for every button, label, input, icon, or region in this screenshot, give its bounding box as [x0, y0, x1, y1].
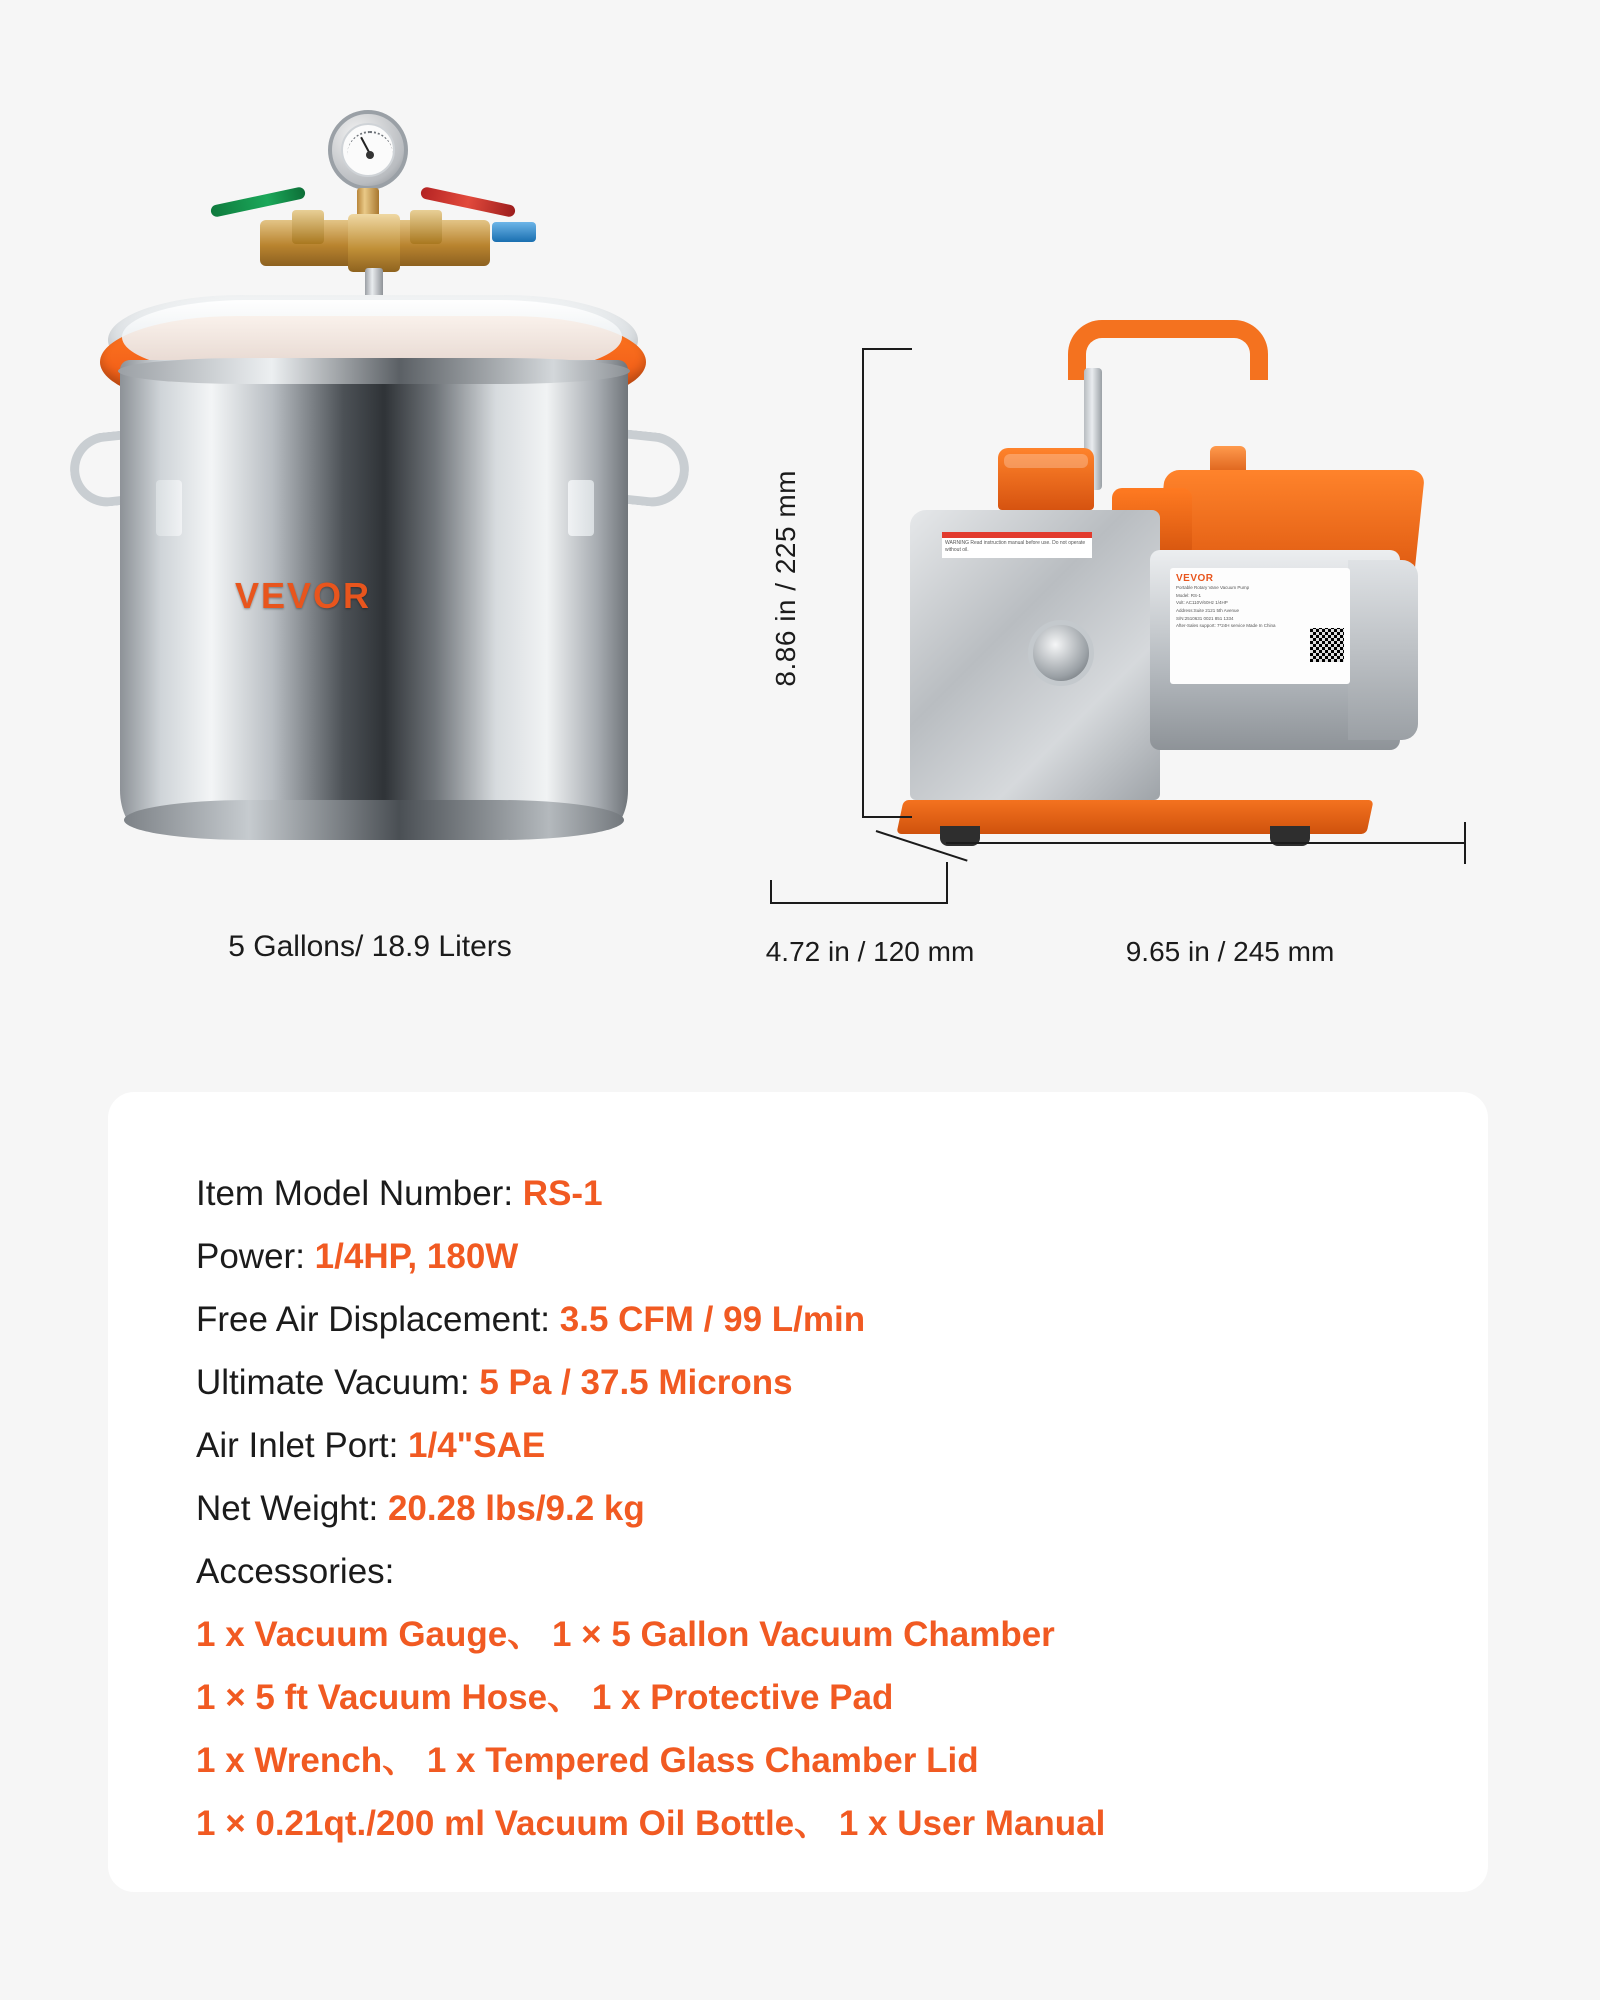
pump-oil-sight-glass [1028, 620, 1094, 686]
chamber-body [120, 360, 628, 830]
spec-row [196, 1477, 1488, 1540]
left-valve-body [292, 210, 324, 244]
vacuum-gauge-icon [328, 110, 408, 190]
pump-label-details: Model: RS-1 [1176, 592, 1202, 598]
pump-label-serial: S/N:2510631 0021 851 1334 [1176, 615, 1234, 621]
pump-label-voltage: Volt: AC110V/60Hz 1/4HP [1176, 600, 1228, 606]
blue-release-knob [492, 222, 536, 242]
spec-label-net-weight: Net Weight: [196, 1489, 379, 1528]
vacuum-pump-illustration [880, 320, 1500, 920]
spec-label-ultimate-vacuum: Ultimate Vacuum: [196, 1363, 470, 1402]
vacuum-chamber-illustration [60, 110, 680, 910]
spec-label-displacement: Free Air Displacement: [196, 1300, 551, 1339]
spec-row [196, 1162, 1488, 1225]
gauge-hub [366, 151, 374, 159]
width-dimension-line [946, 842, 1466, 844]
width-dimension-tick-right [1464, 822, 1466, 864]
spec-row [196, 1225, 1488, 1288]
depth-dimension-tick-left [770, 880, 772, 904]
depth-dimension-label: 4.72 in / 120 mm [765, 936, 975, 967]
pump-label-support: After-Sales support: 7*24H service Made In China [1176, 623, 1276, 629]
pump-label-model-line: Portable Rotary Vane Vacuum Pump [1176, 585, 1250, 590]
right-valve-body [410, 210, 442, 244]
spec-row [196, 1288, 1488, 1351]
manifold-center-block [348, 214, 400, 272]
pump-warning-label: WARNING Read instruction manual before use. Do not operate without oil. [942, 532, 1092, 558]
pump-motor-end-cap [1348, 560, 1418, 740]
handle-mount-right [568, 480, 594, 536]
width-dimension-label: 9.65 in / 245 mm [1125, 936, 1335, 967]
spec-value-displacement: 3.5 CFM / 99 L/min [559, 1300, 866, 1339]
height-dimension-tick-bottom [862, 816, 912, 818]
spec-value-inlet-port: 1/4"SAE [408, 1426, 546, 1465]
gauge-face [341, 123, 395, 177]
accessories-label: Accessories: [196, 1552, 395, 1591]
accessories-line: 1 x Wrench、 1 x Tempered Glass Chamber Lid [196, 1741, 979, 1780]
spec-label-model: Item Model Number: [196, 1174, 514, 1213]
spec-value-model: RS-1 [522, 1174, 603, 1213]
spec-value-power: 1/4HP, 180W [314, 1237, 519, 1276]
handle-mount-left [156, 480, 182, 536]
spec-label-inlet-port: Air Inlet Port: [196, 1426, 399, 1465]
depth-dimension-line [770, 902, 948, 904]
specification-list [108, 1092, 1488, 1855]
accessories-line: 1 × 0.21qt./200 ml Vacuum Oil Bottle、 1 x User Manual [196, 1804, 1106, 1843]
pump-oil-fill-cap [998, 448, 1094, 510]
accessories-line: 1 x Vacuum Gauge、 1 × 5 Gallon Vacuum Chamber [196, 1615, 1055, 1654]
spec-value-net-weight: 20.28 lbs/9.2 kg [387, 1489, 645, 1528]
spec-value-ultimate-vacuum: 5 Pa / 37.5 Microns [479, 1363, 793, 1402]
height-dimension-tick-top [862, 348, 912, 350]
depth-dimension-tick-right [946, 862, 948, 904]
spec-label-power: Power: [196, 1237, 305, 1276]
pump-label-brand: VEVOR [1176, 573, 1214, 584]
height-dimension-label: 8.86 in / 225 mm [770, 470, 801, 687]
specification-card [108, 1092, 1488, 1892]
brand-logo: VEVOR [235, 575, 372, 616]
qr-code-icon [1310, 628, 1344, 662]
spec-row [196, 1414, 1488, 1477]
pump-spec-label [1170, 568, 1350, 684]
height-dimension-line [862, 348, 864, 818]
pump-label-address: Address:Suite 2121 5th Avenue [1176, 607, 1239, 613]
accessories-line: 1 × 5 ft Vacuum Hose、 1 x Protective Pad [196, 1678, 894, 1717]
chamber-capacity-caption: 5 Gallons/ 18.9 Liters [228, 930, 512, 963]
chamber-base [124, 800, 624, 840]
chamber-rim [118, 358, 630, 384]
spec-row [196, 1351, 1488, 1414]
